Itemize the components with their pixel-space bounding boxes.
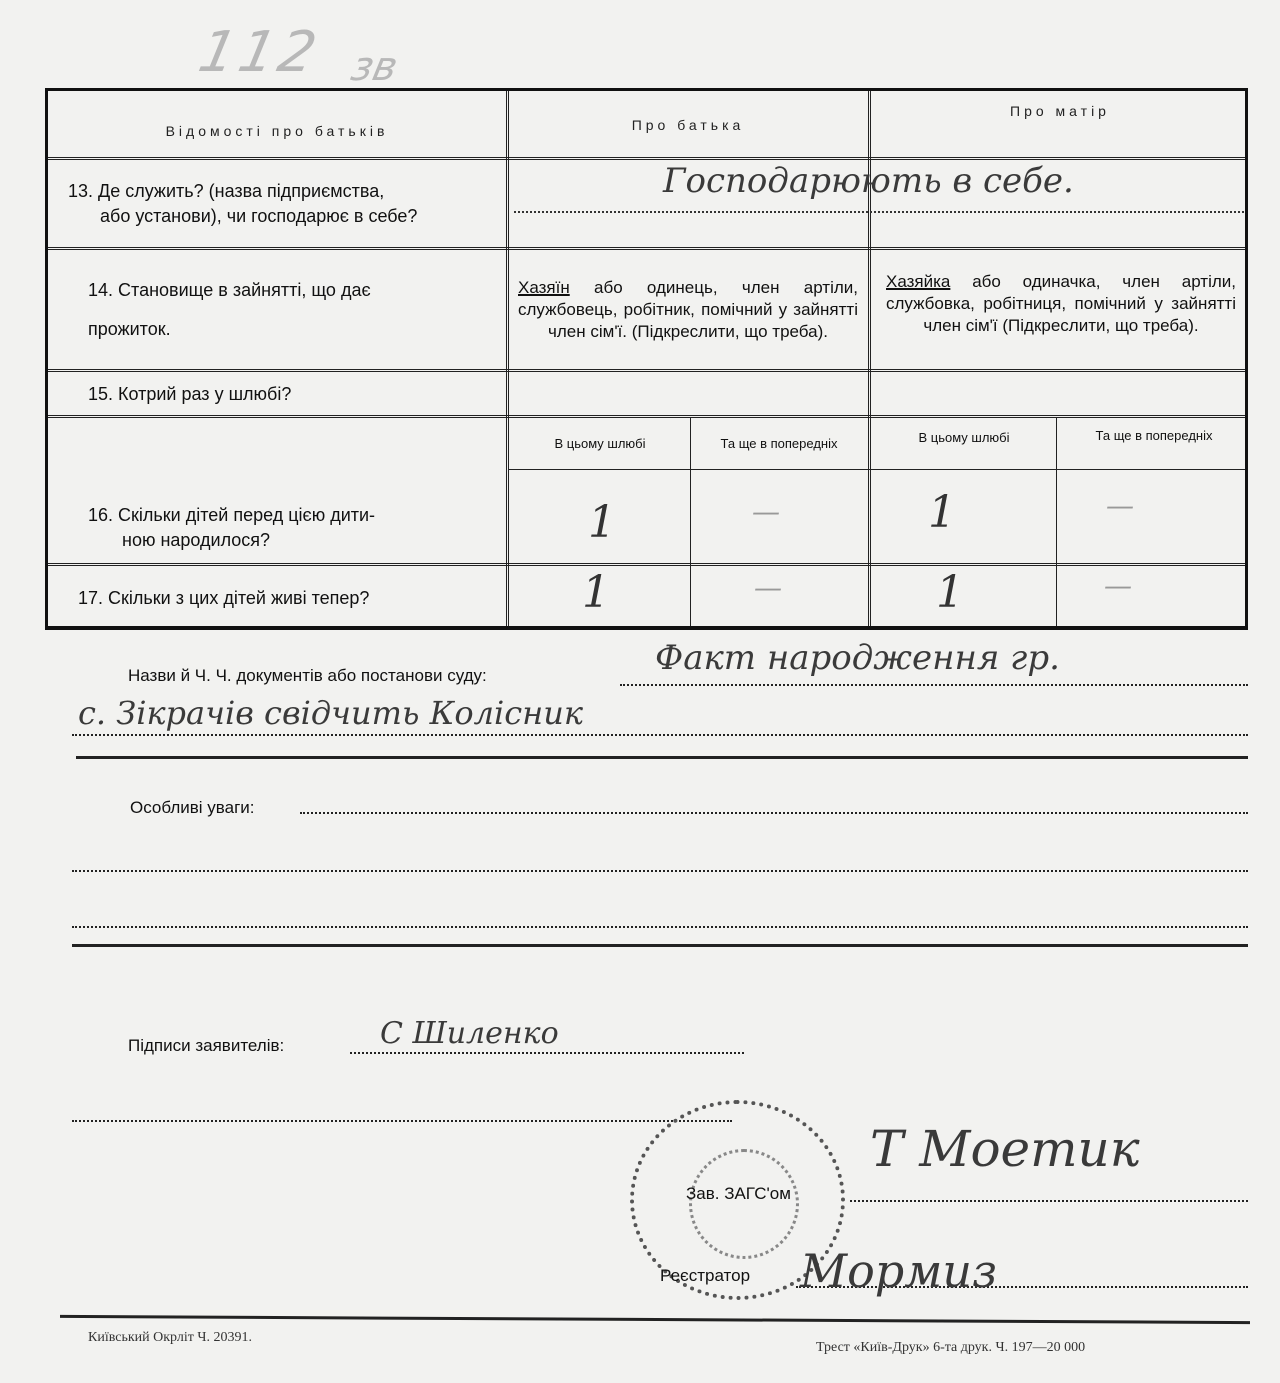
registrar-signature[interactable]: Мормиз bbox=[800, 1244, 998, 1298]
footer-printer-info: Трест «Київ-Друк» 6-та друк. Ч. 197—20 000 bbox=[816, 1340, 1086, 1355]
registrar-label: Реєстратор bbox=[660, 1266, 751, 1285]
subcolumn-divider bbox=[1056, 417, 1057, 626]
header-parents-info: Відомості про батьків bbox=[165, 123, 389, 139]
applicant-signature[interactable]: С Шиленко bbox=[380, 1016, 559, 1051]
q14-father-options[interactable] bbox=[518, 251, 858, 369]
head-zags-signature-line bbox=[850, 1200, 1248, 1202]
q14-father-text: або одинець, член артіли, службовець, робітник, помічний у зайнятті член сім'ї. (Підкреслити, що треба). bbox=[518, 278, 858, 341]
documents-text-2[interactable]: с. Зікрачів свідчить Колісник bbox=[78, 694, 583, 732]
q16-father-this-marriage[interactable]: 1 bbox=[588, 497, 616, 548]
q13-label bbox=[68, 161, 508, 247]
q14-label-line2: прожиток. bbox=[88, 319, 171, 339]
q17-mother-this-marriage[interactable]: 1 bbox=[936, 567, 964, 618]
header-mother: Про матір bbox=[1010, 103, 1110, 119]
q13-label-line1: 13. Де служить? (назва підприємства, bbox=[68, 181, 385, 201]
q17-mother-previous[interactable]: — bbox=[1104, 569, 1132, 602]
remarks-line-3[interactable] bbox=[72, 926, 1248, 928]
remarks-label: Особливі уваги: bbox=[130, 798, 255, 817]
remarks-line-2[interactable] bbox=[72, 870, 1248, 872]
q14-mother-options[interactable] bbox=[886, 249, 1236, 359]
q13-label-line2: або установи), чи господарює в себе? bbox=[100, 206, 418, 226]
subheader-mother-previous: Та ще в попередніх bbox=[1095, 427, 1213, 443]
footer-censor-info: Київський Окрліт Ч. 20391. bbox=[88, 1330, 252, 1345]
q14-mother-text: або одиначка, член артіли, службовка, робітниця, помічний у зайнятті член сім'ї (Підкреслити, що треба). bbox=[886, 272, 1236, 335]
documents-label: Назви й Ч. Ч. документів або постанови суду: bbox=[128, 666, 487, 685]
archive-number-suffix: зв bbox=[347, 44, 402, 90]
applicants-signature-line-2 bbox=[72, 1120, 732, 1122]
documents-text-1[interactable]: Факт народження гр. bbox=[655, 638, 1060, 678]
q15-father-value[interactable] bbox=[510, 373, 866, 415]
q16-label-line1: 16. Скільки дітей перед цією дити- bbox=[88, 505, 376, 525]
applicants-signature-label: Підписи заявителів: bbox=[128, 1036, 285, 1055]
archive-number: 112 bbox=[193, 20, 326, 85]
q13-answer[interactable]: Господарюють в себе. bbox=[663, 161, 1074, 201]
row-divider bbox=[48, 563, 1245, 566]
q14-father-selected: Хазяїн bbox=[518, 278, 570, 297]
parents-info-table bbox=[45, 88, 1248, 630]
documents-line-1 bbox=[620, 684, 1248, 686]
documents-line-2 bbox=[72, 734, 1248, 736]
q16-mother-this-marriage[interactable]: 1 bbox=[928, 487, 956, 538]
q14-label-line1: 14. Становище в зайнятті, що дає bbox=[88, 280, 371, 300]
q16-mother-previous[interactable]: — bbox=[1106, 489, 1134, 522]
remarks-line-1[interactable] bbox=[300, 812, 1248, 814]
q16-label bbox=[88, 471, 508, 563]
q14-label bbox=[88, 251, 508, 369]
bottom-separator bbox=[60, 1315, 1250, 1324]
q16-father-previous[interactable]: — bbox=[752, 495, 780, 528]
subheader-father-this-marriage: В цьому шлюбі bbox=[554, 435, 646, 451]
subheader-divider bbox=[508, 469, 1245, 470]
q17-father-previous[interactable]: — bbox=[754, 571, 782, 604]
q16-label-line2: ною народилося? bbox=[122, 530, 271, 550]
q15-label: 15. Котрий раз у шлюбі? bbox=[88, 383, 292, 404]
remarks-separator bbox=[72, 944, 1248, 947]
subcolumn-divider bbox=[690, 417, 691, 626]
header-father: Про батька bbox=[631, 117, 745, 133]
q17-father-this-marriage[interactable]: 1 bbox=[582, 567, 610, 618]
row-divider bbox=[48, 369, 1245, 372]
applicants-signature-line bbox=[350, 1052, 744, 1054]
subheader-father-previous: Та ще в попередніх bbox=[720, 435, 838, 451]
q13-answer-line bbox=[514, 211, 1244, 213]
head-zags-signature[interactable]: Т Моетик bbox=[870, 1120, 1140, 1178]
q14-mother-selected: Хазяйка bbox=[886, 272, 951, 291]
q17-label: 17. Скільки з цих дітей живі тепер? bbox=[78, 587, 370, 608]
subheader-mother-this-marriage: В цьому шлюбі bbox=[918, 429, 1010, 445]
row-divider bbox=[48, 157, 1245, 160]
documents-separator bbox=[76, 756, 1248, 759]
head-zags-label: Зав. ЗАГС'ом bbox=[686, 1184, 791, 1203]
